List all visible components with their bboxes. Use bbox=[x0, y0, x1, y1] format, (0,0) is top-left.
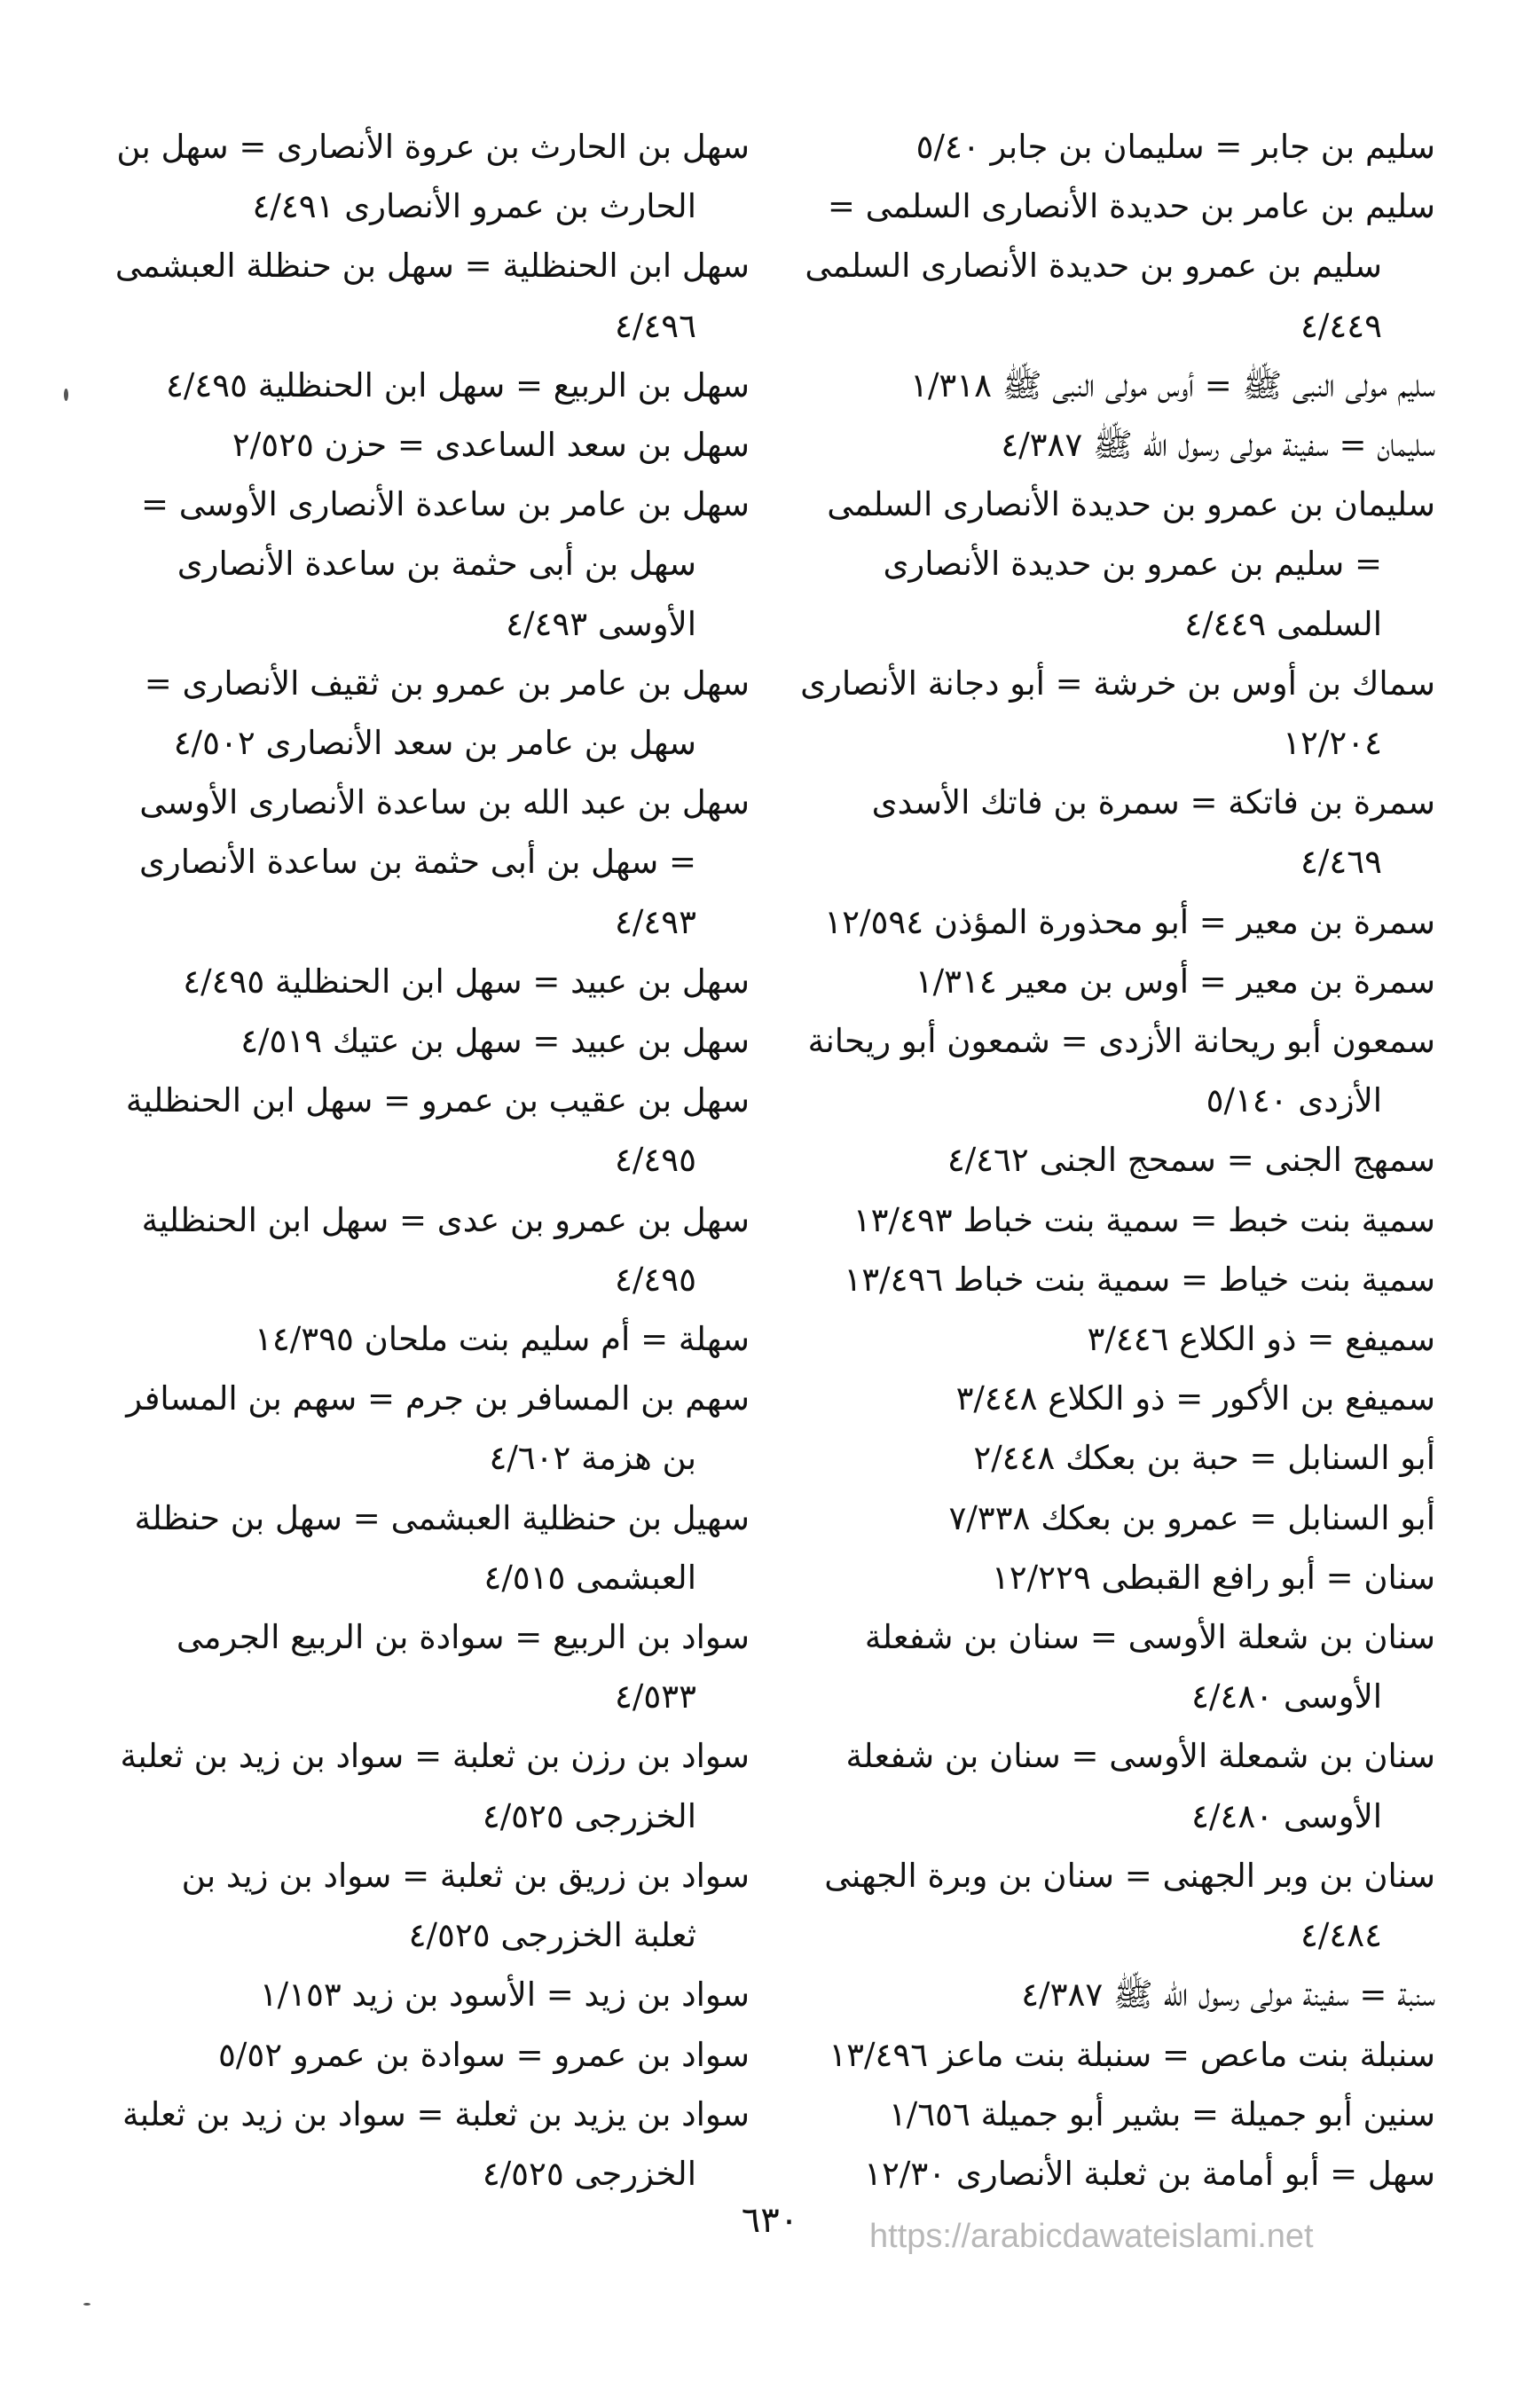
index-entry: سمرة بن معير = أبو محذورة المؤذن ١٢/٥٩٤ bbox=[824, 902, 1435, 941]
index-entry: سهل بن عمرو بن عدى = سهل ابن الحنظلية ٤/٤٩٥ bbox=[141, 1200, 750, 1299]
index-entry: سهل بن الربيع = سهل ابن الحنظلية ٤/٤٩٥ bbox=[166, 365, 750, 405]
index-entry: سنان بن شعلة الأوسى = سنان بن شفعلة الأوسى ٤/٤٨٠ bbox=[864, 1618, 1435, 1717]
scan-speck bbox=[83, 2303, 90, 2306]
index-entry: سمرة بن فاتكة = سمرة بن فاتك الأسدى ٤/٤٦٩ bbox=[871, 783, 1435, 882]
index-entry: سميفع = ذو الكلاع ٣/٤٤٦ bbox=[1087, 1320, 1435, 1359]
scan-speck bbox=[64, 389, 68, 401]
index-entry: سهل بن عبد الله بن ساعدة الأنصارى الأوسى = سهل بن أبى حثمة بن ساعدة الأنصارى ٤/٤٩٣ bbox=[138, 783, 750, 941]
index-entry: سواد بن يزيد بن ثعلبة = سواد بن زيد بن ثعلبة الخزرجى ٤/٥٢٥ bbox=[122, 2094, 750, 2193]
index-entry: سهل بن عامر بن ساعدة الأنصارى الأوسى = سهل بن أبى حثمة بن ساعدة الأنصارى الأوسى ٤/٤٩٣ bbox=[140, 485, 750, 643]
index-entry: سليمان بن عمرو بن حديدة الأنصارى السلمى = سليم بن عمرو بن حديدة الأنصارى السلمى ٤/٤٤٩ bbox=[827, 485, 1435, 643]
index-entry: سهل ابن الحنظلية = سهل بن حنظلة العبشمى ٤/٤٩٦ bbox=[114, 247, 750, 345]
index-entry: سهل بن عبيد = سهل ابن الحنظلية ٤/٤٩٥ bbox=[183, 962, 750, 1001]
index-entry: سهل بن عقيب بن عمرو = سهل ابن الحنظلية ٤/٤٩٥ bbox=[125, 1081, 750, 1180]
index-entry: سنبة = سفينة مولى رسول الله ﷺ ٤/٣٨٧ bbox=[1021, 1976, 1435, 2015]
index-entry: سنان بن وبر الجهنى = سنان بن وبرة الجهنى ٤/٤٨٤ bbox=[824, 1856, 1435, 1955]
index-entry: سنين أبو جميلة = بشير أبو جميلة ١/٦٥٦ bbox=[888, 2094, 1435, 2133]
index-entry: سمهج الجنى = سمحج الجنى ٤/٤٦٢ bbox=[947, 1141, 1435, 1180]
index-entry: سهلة = أم سليم بنت ملحان ١٤/٣٩٥ bbox=[255, 1320, 750, 1359]
index-entry: سنان بن شمعلة الأوسى = سنان بن شفعلة الأوسى ٤/٤٨٠ bbox=[845, 1737, 1435, 1835]
index-entry: سمية بنت خياط = سمية بنت خباط ١٣/٤٩٦ bbox=[844, 1260, 1435, 1299]
index-entry: سواد بن الربيع = سوادة بن الربيع الجرمى ٤/٥٣٣ bbox=[176, 1618, 750, 1717]
index-entry: سهل بن الحارث بن عروة الأنصارى = سهل بن الحارث بن عمرو الأنصارى ٤/٤٩١ bbox=[116, 128, 750, 226]
index-entry: سميفع بن الأكور = ذو الكلاع ٣/٤٤٨ bbox=[955, 1379, 1435, 1418]
index-entry: سليمان = سفينة مولى رسول الله ﷺ ٤/٣٨٧ bbox=[1001, 426, 1435, 465]
index-entry: سمية بنت خبط = سمية بنت خباط ١٣/٤٩٣ bbox=[852, 1200, 1435, 1239]
index-entry: سليم مولى النبى ﷺ = أوس مولى النبى ﷺ ١/٣١٨ bbox=[910, 365, 1435, 405]
index-entry: سنبلة بنت ماعص = سنبلة بنت ماعز ١٣/٤٩٦ bbox=[829, 2035, 1435, 2074]
page-number: ٦٣٠ bbox=[741, 2200, 799, 2241]
index-entry: سماك بن أوس بن خرشة = أبو دجانة الأنصارى ١٢/٢٠٤ bbox=[800, 664, 1435, 763]
index-entry: سواد بن عمرو = سوادة بن عمرو ٥/٥٢ bbox=[218, 2035, 750, 2074]
index-entry: سليم بن عامر بن حديدة الأنصارى السلمى = سليم بن عمرو بن حديدة الأنصارى السلمى ٤/٤٤٩ bbox=[805, 187, 1435, 345]
index-entry: سليم بن جابر = سليمان بن جابر ٥/٤٠ bbox=[915, 128, 1435, 166]
index-entry: سهل = أبو أمامة بن ثعلبة الأنصارى ١٢/٣٠ bbox=[864, 2154, 1435, 2193]
index-entry: أبو السنابل = عمرو بن بعكك ٧/٣٣٨ bbox=[948, 1498, 1435, 1537]
index-entry: سهل بن عبيد = سهل بن عتيك ٤/٥١٩ bbox=[240, 1022, 750, 1061]
index-entry: سواد بن رزن بن ثعلبة = سواد بن زيد بن ثعلبة الخزرجى ٤/٥٢٥ bbox=[120, 1737, 750, 1835]
index-entry: سمعون أبو ريحانة الأزدى = شمعون أبو ريحانة الأزدى ٥/١٤٠ bbox=[807, 1022, 1435, 1120]
index-entry: سواد بن زريق بن ثعلبة = سواد بن زيد بن ثعلبة الخزرجى ٤/٥٢٥ bbox=[181, 1856, 750, 1955]
right-column bbox=[797, 117, 1435, 2204]
index-entry: سهل بن سعد الساعدى = حزن ٢/٥٢٥ bbox=[232, 426, 750, 465]
index-entry: سمرة بن معير = أوس بن معير ١/٣١٤ bbox=[915, 962, 1435, 1001]
watermark-url: https://arabicdawateislami.net bbox=[869, 2218, 1314, 2255]
index-entry: سنان = أبو رافع القبطى ١٢/٢٢٩ bbox=[991, 1558, 1435, 1597]
index-entry: سهل بن عامر بن عمرو بن ثقيف الأنصارى = سهل بن عامر بن سعد الأنصارى ٤/٥٠٢ bbox=[144, 664, 750, 763]
index-entry: سهم بن المسافر بن جرم = سهم بن المسافر بن هزمة ٤/٦٠٢ bbox=[126, 1379, 750, 1478]
left-column bbox=[111, 117, 750, 2204]
index-entry: أبو السنابل = حبة بن بعكك ٢/٤٤٨ bbox=[973, 1439, 1435, 1478]
index-entry: سواد بن زيد = الأسود بن زيد ١/١٥٣ bbox=[259, 1976, 750, 2015]
index-entry: سهيل بن حنظلية العبشمى = سهل بن حنظلة العبشمى ٤/٥١٥ bbox=[134, 1498, 750, 1597]
